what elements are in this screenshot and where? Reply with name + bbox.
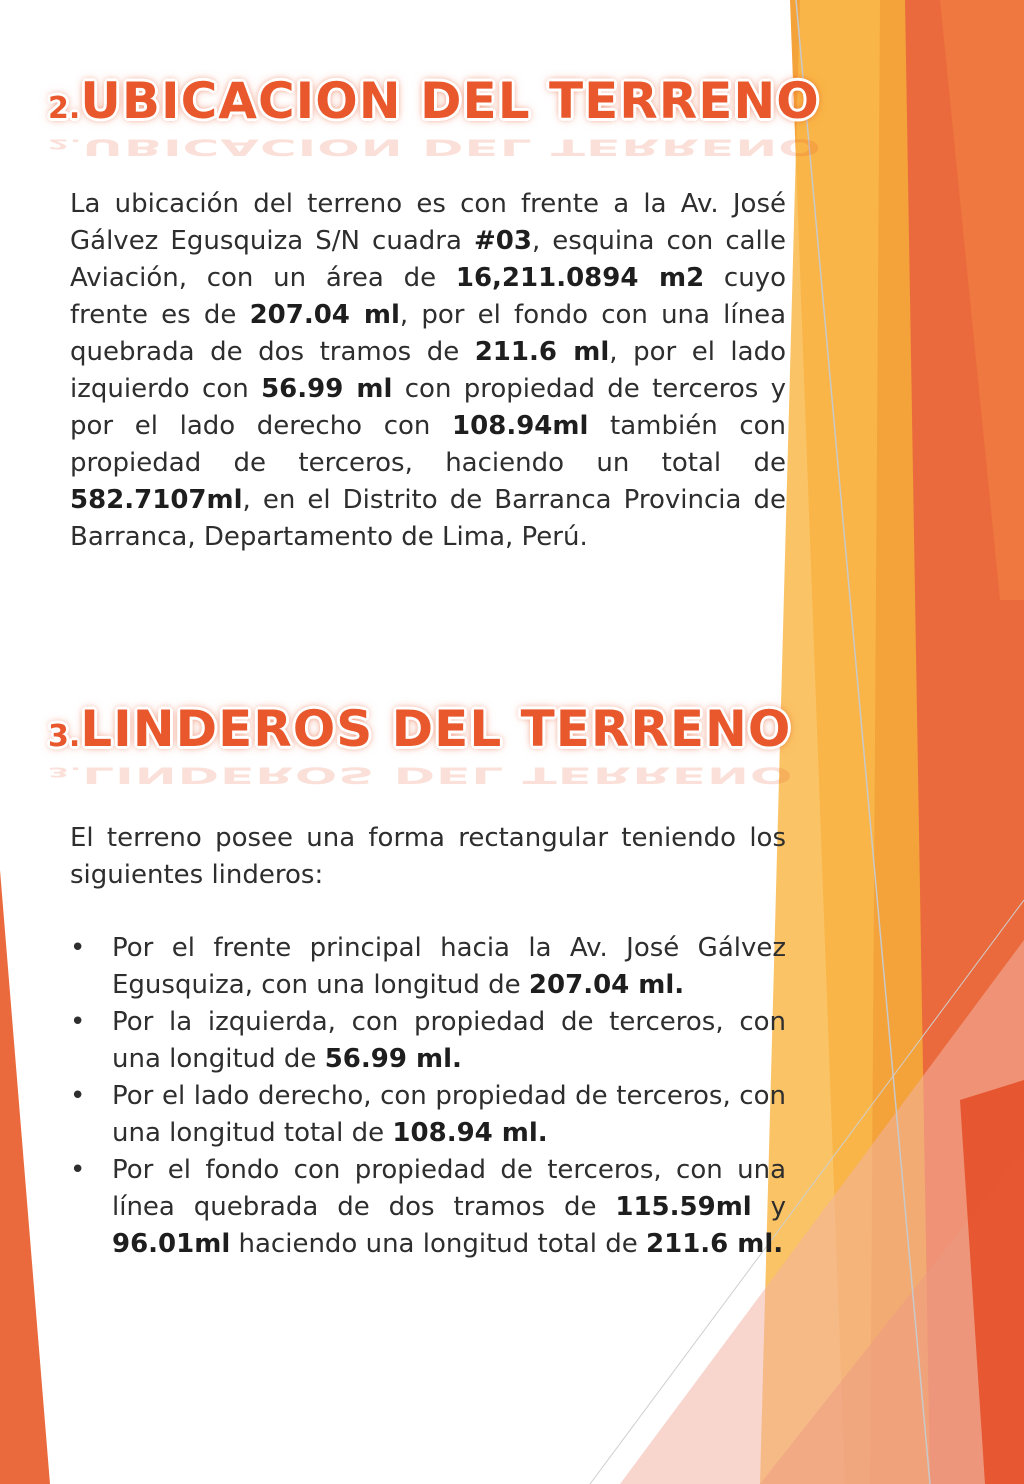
text-run: Por el lado derecho, con propiedad de terceros, con una longitud total de <box>112 1081 786 1148</box>
text-run: , por el lado izquierdo con <box>70 337 787 404</box>
section-2-paragraph <box>70 186 786 556</box>
bold-value: 207.04 ml. <box>528 970 685 1000</box>
bold-value: 56.99 ml <box>261 374 393 404</box>
section-2-heading <box>48 72 820 130</box>
bold-value: 582.7107ml <box>70 485 243 515</box>
text-run: haciendo una longitud total de <box>230 1229 647 1259</box>
lindero-item <box>70 930 786 1004</box>
text-run: con propiedad de terceros y por el lado derecho con <box>70 374 786 441</box>
lindero-item <box>70 1152 786 1263</box>
section-3-heading <box>48 700 791 758</box>
text-run: , por el fondo con una línea quebrada de dos tramos de <box>70 300 786 367</box>
section-2-number: 2. <box>48 91 81 126</box>
lindero-item <box>70 1004 786 1078</box>
bold-value: 96.01ml <box>112 1229 231 1259</box>
bold-value: 108.94ml <box>452 411 589 441</box>
text-run: La ubicación del terreno es con frente a la Av. José Gálvez Egusquiza S/N cuadra <box>70 189 786 256</box>
bold-value: 211.6 ml. <box>646 1229 784 1259</box>
section-2-heading-reflection: 2.UBICACION DEL TERRENO <box>48 133 822 160</box>
text-run: también con propiedad de terceros, haciendo un total de <box>70 411 786 478</box>
bold-value: 115.59ml <box>615 1192 752 1222</box>
bold-value: 56.99 ml. <box>324 1044 462 1074</box>
text-run: Por la izquierda, con propiedad de terceros, con una longitud de <box>112 1007 786 1074</box>
bold-value: 211.6 ml <box>474 337 610 367</box>
bullet-icon: • <box>70 1081 86 1111</box>
lindero-item <box>70 1078 786 1152</box>
text-run: cuyo frente es de <box>70 263 786 330</box>
text-run: Por el frente principal hacia la Av. José Gálvez Egusquiza, con una longitud de <box>112 933 786 1000</box>
section-2-title: UBICACION DEL TERRENO <box>80 72 820 130</box>
bullet-icon: • <box>70 1155 86 1185</box>
bold-value: 207.04 ml <box>249 300 400 330</box>
text-run: Por el fondo con propiedad de terceros, con una línea quebrada de dos tramos de <box>112 1155 786 1222</box>
section-3-title: LINDEROS DEL TERRENO <box>80 700 792 758</box>
section-3-heading-reflection: 3.LINDEROS DEL TERRENO <box>48 761 794 788</box>
bold-value: 16,211.0894 m2 <box>455 263 705 293</box>
section-3-intro: El terreno posee una forma rectangular teniendo los siguientes linderos: <box>70 823 786 890</box>
linderos-list <box>70 930 786 1263</box>
bullet-icon: • <box>70 1007 86 1037</box>
text-run: y <box>751 1192 786 1222</box>
text-run: , en el Distrito de Barranca Provincia de Barranca, Departamento de Lima, Perú. <box>70 485 786 552</box>
text-run: , esquina con calle Aviación, con un área de <box>70 226 786 293</box>
bold-value: 108.94 ml. <box>392 1118 548 1148</box>
section-3-number: 3. <box>48 719 81 754</box>
bullet-icon: • <box>70 933 86 963</box>
bold-value: #03 <box>473 226 532 256</box>
